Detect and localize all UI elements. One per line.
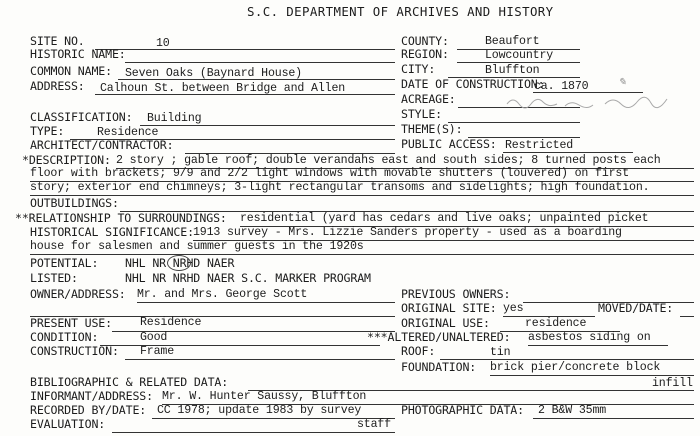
previous-owners-label: PREVIOUS OWNERS:	[401, 287, 511, 301]
architect-label: ARCHITECT/CONTRACTOR:	[30, 138, 174, 152]
original-use-label: ORIGINAL USE:	[401, 316, 490, 330]
region-rule	[457, 62, 580, 63]
altered-value: asbestos siding on	[528, 331, 651, 344]
informant-value: Mr. W. Hunter Saussy, Bluffton	[162, 390, 367, 403]
roof-rule	[440, 359, 694, 360]
original-site-label: ORIGINAL SITE:	[401, 301, 497, 315]
foundation-rule	[490, 375, 694, 376]
classification-value: Building	[147, 112, 202, 125]
owner-value: Mr. and Mrs. George Scott	[137, 288, 308, 301]
photographic-value: 2 B&W 35mm	[538, 404, 607, 417]
original-use-value: residence	[525, 317, 587, 330]
address-value: Calhoun St. between Bridge and Allen	[100, 82, 346, 95]
altered-label: ***ALTERED/UNALTERED:	[367, 330, 511, 344]
owner-rule	[137, 302, 395, 303]
historic-name-label: HISTORIC NAME:	[30, 47, 126, 61]
foundation-value: brick pier/concrete block	[490, 361, 661, 374]
historic-name-rule	[125, 62, 395, 63]
roof-label: ROOF:	[401, 344, 436, 358]
owner-label: OWNER/ADDRESS:	[30, 287, 126, 301]
listed-label: LISTED:	[30, 271, 78, 285]
region-value: Lowcountry	[485, 49, 554, 62]
outbuildings-label: OUTBUILDINGS:	[30, 196, 119, 210]
common-name-value: Seven Oaks (Baynard House)	[125, 67, 302, 80]
public-access-value: Restricted	[505, 139, 574, 152]
listed-options: NHL NR NRHD NAER S.C. MARKER PROGRAM	[125, 271, 371, 285]
condition-label: CONDITION:	[30, 330, 99, 344]
significance-rule-2	[30, 254, 694, 255]
recorded-value: CC 1978; update 1983 by survey	[157, 404, 362, 417]
significance-label: HISTORICAL SIGNIFICANCE:	[30, 225, 194, 239]
acreage-label: ACREAGE:	[401, 92, 456, 106]
moved-date-rule	[680, 316, 694, 317]
condition-value: Good	[140, 331, 168, 344]
construction-rule	[125, 359, 395, 360]
evaluation-rule	[112, 432, 395, 433]
relationship-value: residential (yard has cedars and live oaks; unpainted picket	[240, 212, 649, 225]
moved-date-label: MOVED/DATE:	[598, 301, 674, 315]
evaluation-label: EVALUATION:	[30, 417, 106, 431]
roof-value: tin	[490, 346, 511, 359]
form-header: S.C. DEPARTMENT OF ARCHIVES AND HISTORY	[247, 4, 554, 19]
date-label: DATE OF CONSTRUCTION:	[401, 77, 545, 91]
informant-label: INFORMANT/ADDRESS:	[30, 389, 153, 403]
nr-circle-mark	[167, 255, 191, 271]
construction-label: CONSTRUCTION:	[30, 344, 119, 358]
description-rule-3	[30, 195, 694, 196]
style-label: STYLE:	[401, 107, 442, 121]
description-label: *DESCRIPTION:	[22, 153, 111, 167]
significance-line-1: 1913 survey - Mrs. Lizzie Sanders property - used as a boarding	[193, 226, 622, 239]
recorded-label: RECORDED BY/DATE:	[30, 403, 147, 417]
county-label: COUNTY:	[401, 34, 449, 48]
potential-options: NHL NR NRHD NAER	[125, 256, 235, 270]
significance-line-2: house for salesmen and summer guests in the 1920s	[30, 240, 364, 253]
type-label: TYPE:	[30, 124, 65, 138]
site-no-label: SITE NO.	[30, 34, 85, 48]
handwritten-annotation	[505, 92, 685, 114]
present-use-label: PRESENT USE:	[30, 316, 112, 330]
foundation-label: FOUNDATION:	[401, 360, 477, 374]
photographic-label: PHOTOGRAPHIC DATA:	[401, 403, 524, 417]
description-line-3: story; exterior end chimneys; 3-light rectangular transoms and sidelights; high foundation.	[30, 181, 650, 194]
foundation-continued: infill	[652, 377, 693, 390]
county-value: Beaufort	[485, 35, 540, 48]
theme-label: THEME(S):	[401, 122, 463, 136]
style-rule	[448, 122, 580, 123]
classification-label: CLASSIFICATION:	[30, 110, 133, 124]
construction-value: Frame	[140, 345, 175, 358]
original-site-value: yes	[503, 302, 524, 315]
public-access-rule	[503, 152, 633, 153]
type-value: Residence	[97, 126, 159, 139]
city-label: CITY:	[401, 62, 436, 76]
region-label: REGION:	[401, 47, 449, 61]
altered-rule	[528, 345, 668, 346]
bibliographic-label: BIBLIOGRAPHIC & RELATED DATA:	[30, 375, 229, 389]
common-name-label: COMMON NAME:	[30, 64, 112, 78]
present-use-value: Residence	[140, 316, 202, 329]
recorded-continued: staff	[357, 418, 392, 431]
address-label: ADDRESS:	[30, 79, 85, 93]
classification-rule	[140, 125, 395, 126]
public-access-label: PUBLIC ACCESS:	[401, 137, 497, 151]
date-value: ca. 1870	[534, 80, 589, 93]
relationship-label: **RELATIONSHIP TO SURROUNDINGS:	[15, 211, 227, 225]
photographic-rule	[533, 418, 694, 419]
site-no-value: 10	[156, 37, 170, 50]
site-no-rule	[95, 49, 395, 50]
potential-label: POTENTIAL:	[30, 256, 99, 270]
handwritten-date-mark: ✎	[618, 77, 627, 88]
description-line-1: 2 story ; gable roof; double verandahs east and south sides; 8 turned posts each	[116, 154, 661, 167]
description-line-2: floor with brackets; 9/9 and 2/2 light windows with movable shutters (louvered) on first	[30, 167, 630, 180]
city-value: Bluffton	[485, 64, 540, 77]
